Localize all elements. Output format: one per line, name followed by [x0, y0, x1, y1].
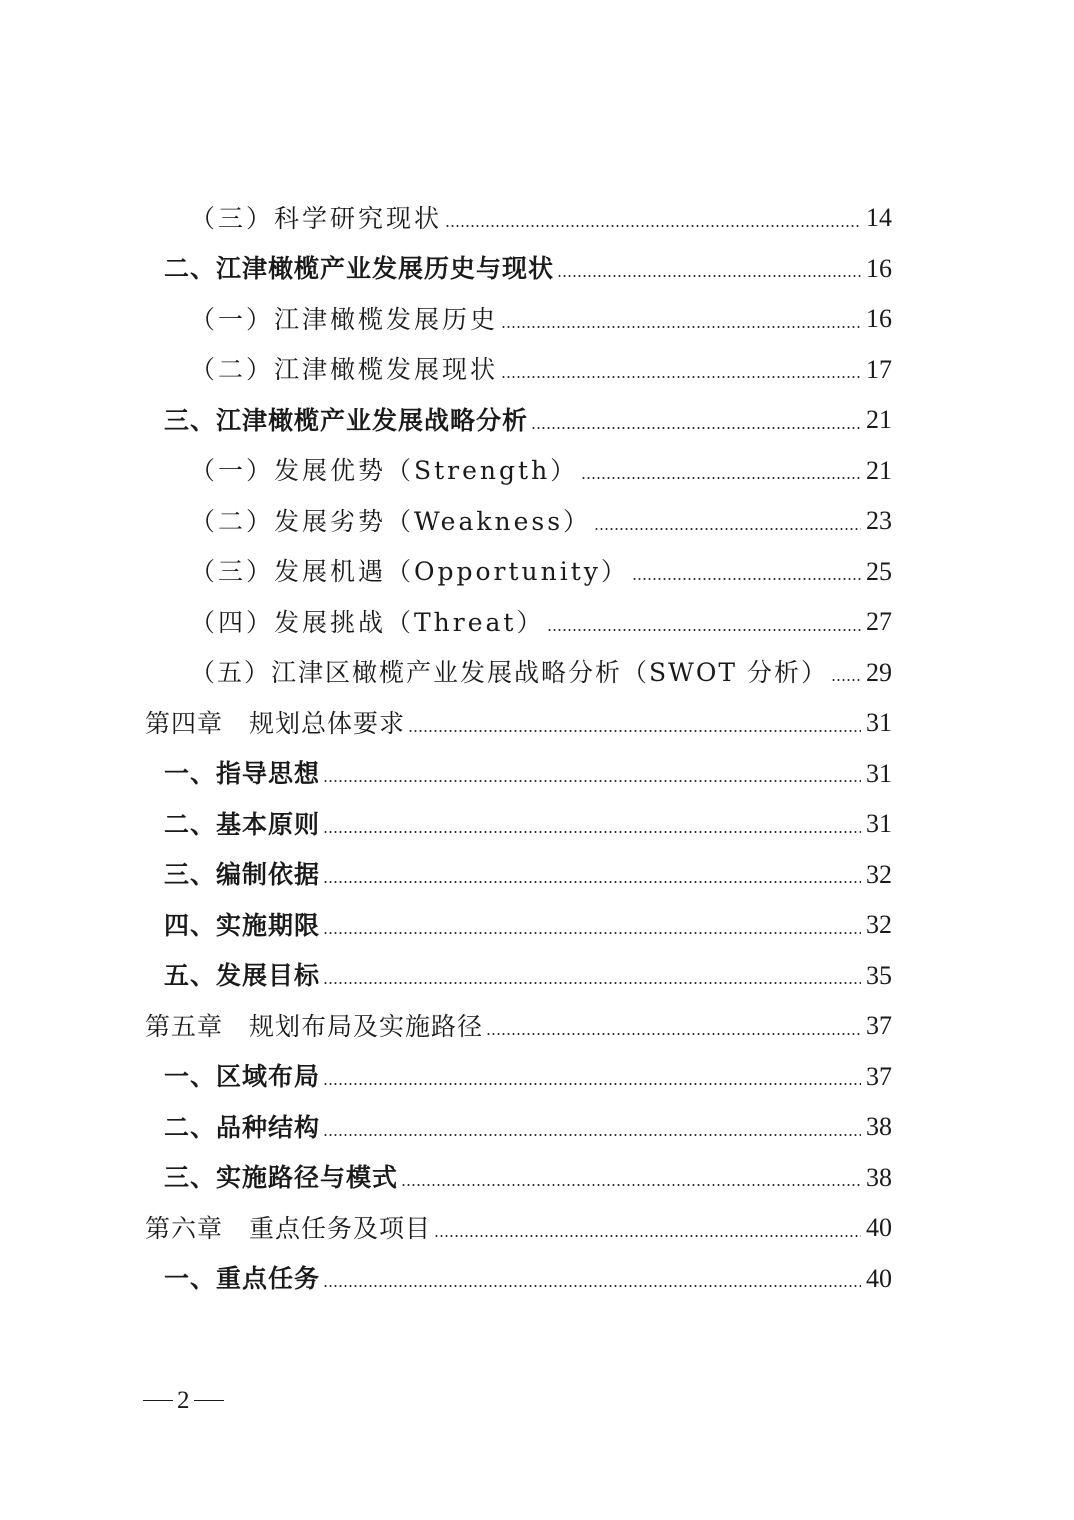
toc-entry[interactable] [0, 244, 1074, 295]
dot-leader [323, 780, 861, 782]
toc-entry[interactable] [0, 850, 1074, 901]
toc-entry[interactable] [0, 698, 1074, 749]
toc-entry[interactable] [0, 1153, 1074, 1204]
toc-entry-title: （一）发展优势（Strength） [190, 456, 579, 486]
dot-leader [323, 881, 861, 883]
toc-entry-page: 40 [866, 1263, 892, 1293]
toc-entry-title: （二）江津橄榄发展现状 [190, 355, 499, 385]
toc-entry-title: 三、实施路径与模式 [164, 1163, 399, 1193]
dot-leader [831, 679, 861, 681]
toc-entry[interactable] [0, 1254, 1074, 1305]
toc-entry-page: 31 [866, 758, 892, 788]
toc-entry-title: 二、品种结构 [164, 1112, 321, 1142]
toc-entry[interactable] [0, 951, 1074, 1002]
toc-entry[interactable] [0, 294, 1074, 345]
page-number: 2 [177, 1387, 190, 1414]
toc-entry-page: 27 [866, 607, 892, 637]
dot-leader [501, 326, 861, 328]
dot-leader [323, 982, 861, 984]
toc-entry-title: （三）发展机遇（Opportunity） [190, 557, 629, 587]
footer-dash-left [143, 1400, 173, 1401]
toc-entry-page: 14 [866, 203, 892, 233]
toc-entry-title: 三、编制依据 [164, 860, 321, 890]
toc-entry-title: 一、区域布局 [164, 1062, 321, 1092]
dot-leader [594, 528, 861, 530]
toc-entry-page: 37 [866, 1061, 892, 1091]
toc-entry[interactable] [0, 799, 1074, 850]
toc-entry-title: 四、实施期限 [164, 910, 321, 940]
toc-entry[interactable] [0, 749, 1074, 800]
dot-leader [434, 1235, 861, 1237]
toc-entry-title: 第五章 规划布局及实施路径 [145, 1011, 484, 1041]
table-of-contents [0, 193, 1074, 1304]
toc-entry-title: （二）发展劣势（Weakness） [190, 506, 592, 536]
toc-entry[interactable] [0, 446, 1074, 497]
dot-leader [401, 1184, 861, 1186]
toc-entry[interactable] [0, 193, 1074, 244]
toc-entry-title: 二、江津橄榄产业发展历史与现状 [164, 254, 555, 284]
toc-entry-page: 40 [866, 1213, 892, 1243]
toc-entry-page: 35 [866, 960, 892, 990]
toc-entry[interactable] [0, 1102, 1074, 1153]
toc-entry[interactable] [0, 648, 1074, 699]
toc-entry-page: 21 [866, 455, 892, 485]
dot-leader [547, 629, 861, 631]
toc-entry-page: 29 [866, 657, 892, 687]
toc-entry-page: 25 [866, 556, 892, 586]
dot-leader [408, 730, 861, 732]
dot-leader [557, 275, 861, 277]
toc-entry[interactable] [0, 1203, 1074, 1254]
dot-leader [323, 1285, 861, 1287]
toc-entry-page: 37 [866, 1011, 892, 1041]
toc-entry-page: 21 [866, 405, 892, 435]
toc-entry-page: 16 [866, 304, 892, 334]
dot-leader [486, 1033, 861, 1035]
toc-entry-page: 38 [866, 1112, 892, 1142]
toc-entry-title: 二、基本原则 [164, 809, 321, 839]
toc-entry-title: （五）江津区橄榄产业发展战略分析（SWOT 分析） [190, 658, 828, 688]
dot-leader [531, 427, 861, 429]
toc-entry[interactable] [0, 597, 1074, 648]
toc-entry-title: （一）江津橄榄发展历史 [190, 304, 499, 334]
toc-entry-page: 17 [866, 354, 892, 384]
toc-entry-title: 三、江津橄榄产业发展战略分析 [164, 405, 529, 435]
toc-entry-page: 31 [866, 809, 892, 839]
dot-leader [632, 578, 861, 580]
toc-entry-page: 31 [866, 708, 892, 738]
toc-entry-page: 38 [866, 1162, 892, 1192]
dot-leader [501, 376, 861, 378]
dot-leader [323, 932, 861, 934]
dot-leader [323, 1134, 861, 1136]
toc-entry-title: （四）发展挑战（Threat） [190, 607, 545, 637]
toc-entry-title: 五、发展目标 [164, 961, 321, 991]
dot-leader [323, 1083, 861, 1085]
toc-entry[interactable] [0, 395, 1074, 446]
toc-entry[interactable] [0, 900, 1074, 951]
toc-entry-title: 一、重点任务 [164, 1264, 321, 1294]
toc-entry[interactable] [0, 496, 1074, 547]
toc-entry-title: 第四章 规划总体要求 [145, 708, 406, 738]
page-footer [143, 1388, 224, 1413]
toc-entry-page: 32 [866, 859, 892, 889]
dot-leader [581, 477, 861, 479]
toc-entry[interactable] [0, 345, 1074, 396]
toc-entry-title: 第六章 重点任务及项目 [145, 1213, 432, 1243]
toc-entry-title: 一、指导思想 [164, 759, 321, 789]
toc-entry-page: 23 [866, 506, 892, 536]
toc-entry-page: 16 [866, 253, 892, 283]
toc-entry-title: （三）科学研究现状 [190, 203, 443, 233]
dot-leader [445, 225, 861, 227]
footer-dash-right [194, 1400, 224, 1401]
dot-leader [323, 831, 861, 833]
toc-entry[interactable] [0, 547, 1074, 598]
toc-entry[interactable] [0, 1001, 1074, 1052]
toc-entry-page: 32 [866, 910, 892, 940]
toc-entry[interactable] [0, 1052, 1074, 1103]
